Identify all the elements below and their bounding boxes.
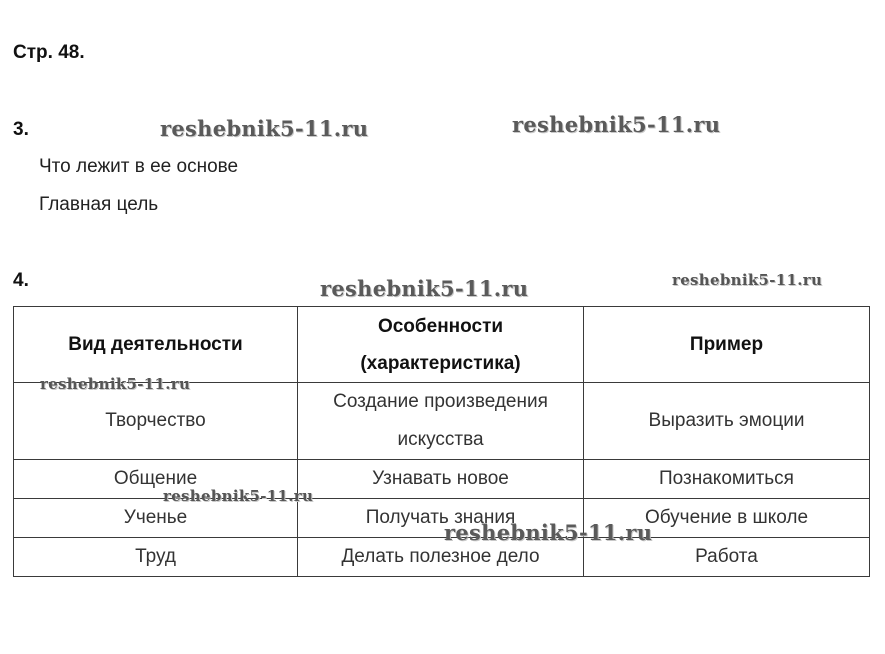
table-cell: Работа: [584, 538, 870, 577]
table-cell: Создание произведения искусства: [298, 383, 584, 460]
page-heading: Стр. 48.: [13, 42, 85, 63]
task-4-number: 4.: [13, 270, 29, 291]
table-cell: Творчество: [14, 383, 298, 460]
watermark: reshebnik5-11.ru: [672, 271, 823, 289]
watermark: reshebnik5-11.ru: [40, 375, 191, 393]
table-cell: Узнавать новое: [298, 460, 584, 499]
table-cell: Ученье: [14, 499, 298, 538]
table-cell: Обучение в школе: [584, 499, 870, 538]
task-3-answer-line-2: Главная цель: [39, 194, 159, 215]
table-cell: Получать знания: [298, 499, 584, 538]
table-cell: Выразить эмоции: [584, 383, 870, 460]
header-features: Особенности (характеристика): [298, 307, 584, 383]
watermark: reshebnik5-11.ru: [320, 276, 529, 301]
table-header-row: [14, 307, 870, 383]
watermark: reshebnik5-11.ru: [160, 116, 369, 141]
table-cell: Общение: [14, 460, 298, 499]
watermark: reshebnik5-11.ru: [444, 520, 653, 545]
table-row: [14, 499, 870, 538]
header-activity-type: Вид деятельности: [14, 307, 298, 383]
task-3-number: 3.: [13, 119, 29, 140]
table-cell: Труд: [14, 538, 298, 577]
activity-table: [13, 306, 870, 577]
watermark: reshebnik5-11.ru: [512, 112, 721, 137]
task-3-answer-line-1: Что лежит в ее основе: [39, 156, 239, 177]
table-row: [14, 538, 870, 577]
header-example: Пример: [584, 307, 870, 383]
watermark: reshebnik5-11.ru: [163, 487, 314, 505]
table-cell: Познакомиться: [584, 460, 870, 499]
table-cell: Делать полезное дело: [298, 538, 584, 577]
table-row: [14, 383, 870, 460]
table-row: [14, 460, 870, 499]
